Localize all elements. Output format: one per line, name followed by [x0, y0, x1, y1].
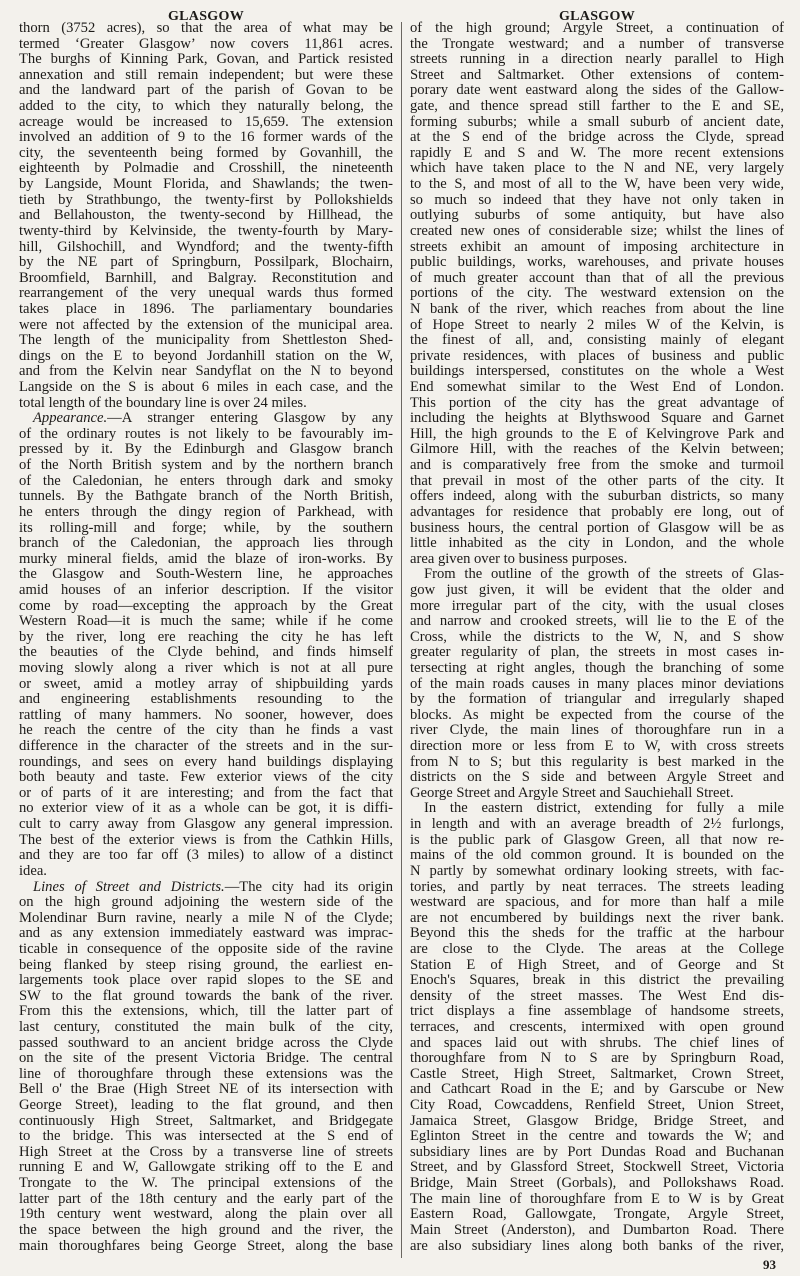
text-line: High Street at the Cross by a transverse line of streets [19, 1144, 393, 1160]
text-line: latter part of the 18th century and the early part of the [19, 1191, 393, 1207]
paragraph [19, 411, 393, 879]
text-line: moving slowly along a river which is not at all pure [19, 660, 393, 676]
text-line: on the site of the present Victoria Bridge. The central [19, 1051, 393, 1067]
text-line: he reach the centre of the city than he finds a vast [19, 723, 393, 739]
page-number: 93 [763, 1257, 776, 1272]
text-line: that prevail in most of the other parts of the city. It [410, 473, 784, 489]
text-line: twenty-third by Kelvinside, the twenty-fourth by Mary- [19, 223, 393, 239]
paragraph [19, 21, 393, 411]
text-line: Hill, the high grounds to the E of Kelvingrove Park and [410, 426, 784, 442]
text-line: to the S, and most of all to the W, have been very wide, [410, 177, 784, 193]
text-line: and spaces laid out with shrubs. The chief lines of [410, 1035, 784, 1051]
text-line: the Trongate westward; and a number of transverse [410, 36, 784, 52]
text-line: gate, and thence spread still farther to the E and SE, [410, 99, 784, 115]
text-line: city, the seventeenth being formed by Govanhill, the [19, 145, 393, 161]
text-line: density of the street masses. The West End dis- [410, 988, 784, 1004]
text-line: Eastern Road, Gallowgate, Trongate, Argyle Street, [410, 1207, 784, 1223]
text-line: Station E of High Street, and of George and St [410, 957, 784, 973]
text-line: direction more or less from E to W, with cross streets [410, 739, 784, 755]
text-line: takes place in 1896. The parliamentary boundaries [19, 301, 393, 317]
text-line: public buildings, works, warehouses, and private houses [410, 255, 784, 271]
column-right [410, 21, 784, 1254]
text-line: by Langside, Mount Florida, and Shawlands; the twen- [19, 177, 393, 193]
text-line: Enoch's Squares, break in this district the prevailing [410, 973, 784, 989]
text-line: 19th century went westward, along the plain over all [19, 1207, 393, 1223]
text-line: on the high ground adjoining the western side of the [19, 895, 393, 911]
text-line: from N to S; but this regularity is best marked in the [410, 754, 784, 770]
running-head-right: GLASGOW [558, 9, 635, 24]
text-line: business hours, the central portion of Glasgow will be as [410, 520, 784, 536]
text-line: in length and with an average breadth of 2½ furlongs, [410, 817, 784, 833]
text-line: of the Caledonian, he enters through dark and smoky [19, 473, 393, 489]
text-line: streets exhibit an amount of imposing architecture in [410, 239, 784, 255]
text-line: subsidiary lines are by Port Dundas Road and Buchanan [410, 1144, 784, 1160]
text-line: roundings, and sees on every hand buildings displaying [19, 754, 393, 770]
text-line: and from the Kelvin near Sandyflat on the N to beyond [19, 364, 393, 380]
text-line: idea. [19, 863, 47, 879]
text-line: of much greater account than that of all the previous [410, 270, 784, 286]
text-line: Eglinton Street in the centre and towards the W; and [410, 1129, 784, 1145]
text-line: City Road, Cowcaddens, Renfield Street, Union Street, [410, 1098, 784, 1114]
text-line: line of thoroughfare through these extensions was the [19, 1066, 393, 1082]
text-line: or of parts of it are interesting; and from the fact that [19, 785, 393, 801]
text-line: pressed by it. By the Edinburgh and Glasgow branch [19, 442, 393, 458]
text-line: come by road—excepting the approach by the Great [19, 598, 393, 614]
text-line: Beyond this the sheds for the traffic at the harbour [410, 926, 784, 942]
text-line: dings on the E to beyond Jordanhill station on the W, [19, 348, 393, 364]
text-line: The burghs of Kinning Park, Govan, and Partick resisted [19, 52, 393, 68]
text-line: Gilmore Hill, with the reaches of the Kelvin between; [410, 442, 784, 458]
text-line: the beauties of the Clyde behind, and finds himself [19, 645, 393, 661]
text-line: The length of the municipality from Shettleston Shed- [19, 333, 393, 349]
text-line: and Bellahouston, the twenty-second by Hillhead, the [19, 208, 393, 224]
text-line: thoroughfare from N to S are by Springburn Road, [410, 1051, 784, 1067]
text-line: westward are spacious, and for more than half a mile [410, 895, 784, 911]
paragraph [19, 880, 393, 1255]
text-line: termed ‘Greater Glasgow’ now covers 11,861 acres. [19, 36, 393, 52]
text-line: advantages for residence that probably ere long, out of [410, 504, 784, 520]
text-line: porary date went eastward along the sides of the Gallow- [410, 83, 784, 99]
text-line: Street and Saltmarket. Other extensions of contem- [410, 67, 784, 83]
text-line: being flanked by steep rising ground, the earliest en- [19, 957, 393, 973]
text-line: tersecting at right angles, though the branching of some [410, 660, 784, 676]
text-line: and Cathcart Road in the E; and by Garscube or New [410, 1082, 784, 1098]
text-line: no exterior view of it as a whole can be got, it is diffi- [19, 801, 393, 817]
text-line: by the NE part of Springburn, Possilpark, Blochairn, [19, 255, 393, 271]
text-line: Broomfield, Barnhill, and Balgray. Reconstitution and [19, 270, 393, 286]
text-line: rapidly E and S and W. The more recent extensions [410, 145, 784, 161]
text-line: of the ordinary routes is not likely to be favourably im- [19, 426, 393, 442]
text-line: greater regularity of plan, the streets in most cases in- [410, 645, 784, 661]
text-line: cult to carry away from Glasgow any general impression. [19, 817, 393, 833]
text-line: The best of the exterior views is from the Cathkin Hills, [19, 832, 393, 848]
text-line: and the landward part of the parish of Govan to be [19, 83, 393, 99]
text-line: From the outline of the growth of the streets of Glas- [424, 567, 784, 583]
text-line: the finest of all, and, consisting mainly of elegant [410, 333, 784, 349]
text-line: buildings interspersed, constitutes on the whole a West [410, 364, 784, 380]
paragraph [410, 21, 784, 567]
text-line: rattling of many hammers. No sooner, however, does [19, 707, 393, 723]
text-line: acreage would be increased to 15,659. The extension [19, 114, 393, 130]
text-line: by the river, long ere reaching the city he has left [19, 629, 393, 645]
text-line: The main line of thoroughfare from E to W is by Great [410, 1191, 784, 1207]
text-line: total length of the boundary line is over 24 miles. [19, 395, 307, 411]
text-line: George Street), leading to the flat ground, and then [19, 1098, 393, 1114]
text-line: running E and W, Gallowgate striking off to the E and [19, 1160, 393, 1176]
text-line: tunnels. By the Bathgate branch of the North British, [19, 489, 393, 505]
text-line: and narrow and crooked streets, will lie to the E of the [410, 614, 784, 630]
text-line: ticable in consequence of the opposite side of the ravine [19, 941, 393, 957]
text-line: both beauty and taste. Few exterior views of the city [19, 770, 393, 786]
text-line: of Hope Street to nearly 2 miles W of the Kelvin, is [410, 317, 784, 333]
text-line [19, 411, 393, 427]
text-line: This portion of the city has the great advantage of [410, 395, 784, 411]
text-line: forming suburbs; while a small suburb of ancient date, [410, 114, 784, 130]
text-line: added to the city, to which they naturally belong, the [19, 99, 393, 115]
text-line: Bell o' the Brae (High Street NE of its intersection with [19, 1082, 393, 1098]
text-line: Langside on the S is about 6 miles in each case, and the [19, 380, 393, 396]
paragraph [410, 567, 784, 801]
text-line: annexation and still remain independent; but were these [19, 67, 393, 83]
text-line: and engineering establishments resounding to the [19, 692, 393, 708]
text-line: trict displays a fine assemblage of handsome streets, [410, 1004, 784, 1020]
text-line: In the eastern district, extending for fully a mile [424, 801, 784, 817]
text-line: continuously High Street, Saltmarket, and Bridgegate [19, 1113, 393, 1129]
section-heading: Appearance. [33, 411, 108, 427]
text-line: were not affected by the extension of the municipal area. [19, 317, 393, 333]
text-line: Western Road—it is much the same; while if he come [19, 614, 393, 630]
text-line: and as any extension immediately eastward was imprac- [19, 926, 393, 942]
text-line: created new ones of considerable size; whilst the lines of [410, 223, 784, 239]
text-line: and is comparatively free from the smoke and turmoil [410, 458, 784, 474]
text-line: difference in the character of the streets and in the sur- [19, 739, 393, 755]
text-line: Castle Street, High Street, Saltmarket, Crown Street, [410, 1066, 784, 1082]
text-line: the Glasgow and South-Western line, he approaches [19, 567, 393, 583]
text-line: last century, constituted the main bulk of the city, [19, 1020, 393, 1035]
column-left [19, 21, 393, 1254]
text-line: tories, and partly by neat terraces. The streets leading [410, 879, 784, 895]
text-line: are close to the Clyde. The areas at the College [410, 941, 784, 957]
text-line: N partly by somewhat ordinary looking streets, with fac- [410, 863, 784, 879]
text-line: End somewhat similar to the West End of London. [410, 380, 784, 396]
text-line: which have taken place to the N and NE, very largely [410, 161, 784, 177]
column-divider [401, 22, 402, 1258]
text-line: Main Street (Anderston), and Dumbarton Road. There [410, 1222, 784, 1238]
text-line: hill, Gilshochill, and Wyndford; and the twenty-fifth [19, 239, 393, 255]
text-line: to the bridge. This was intersected at the S end of [19, 1129, 393, 1145]
text-line: Jamaica Street, Glasgow Bridge, Bridge Street, and [410, 1113, 784, 1129]
text-line: largements took place over rapid slopes to the SE and [19, 973, 393, 989]
text-line: outlying suburbs of some antiquity, but have also [410, 208, 784, 224]
text-line: tieth by Strathbungo, the twenty-first by Pollokshields [19, 192, 393, 208]
text-line: thorn (3752 acres), so that the area of what may be [19, 21, 393, 36]
text-line: river Clyde, the main lines of thoroughfare run in a [410, 723, 784, 739]
text-line: are also subsidiary lines along both banks of the river, [410, 1238, 784, 1254]
text-line: passed southward to an ancient bridge across the Clyde [19, 1035, 393, 1051]
text-line: From this the extensions, which, till the latter part of [19, 1004, 393, 1020]
text-line: main thoroughfares being George Street, along the base [19, 1238, 393, 1254]
text-line: portions of the city. The westward extension on the [410, 286, 784, 302]
text-line: districts on the S side and between Argyle Street and [410, 770, 784, 786]
text-line [19, 880, 393, 896]
text-line: little inhabited as the city in London, and the whole [410, 536, 784, 552]
text-line: of the main roads causes in many places minor deviations [410, 676, 784, 692]
text-line: mains of the old common ground. It is bounded on the [410, 848, 784, 864]
text-line: involved an addition of 9 to the 16 former wards of the [19, 130, 393, 146]
text-line: George Street and Argyle Street and Sauchiehall Street. [410, 785, 734, 801]
text-line: Trongate to the W. The principal extensions of the [19, 1176, 393, 1192]
running-head-left: GLASGOW [167, 9, 244, 24]
text-line: at the S end of the bridge across the Clyde, spread [410, 130, 784, 146]
paragraph [410, 801, 784, 1254]
text-line: branch of the Caledonian, the approach lies through [19, 536, 393, 552]
text-line-rest: —The city had its origin [224, 879, 393, 895]
text-line: is the public park of Glasgow Green, all that now re- [410, 832, 784, 848]
text-line: blocks. As might be expected from the course of the [410, 707, 784, 723]
text-line: streets running in a direction nearly parallel to High [410, 52, 784, 68]
section-heading: Lines of Street and Districts. [33, 879, 225, 895]
text-line: more irregular part of the city, with the usual closes [410, 598, 784, 614]
text-line: the space between the high ground and the river, the [19, 1222, 393, 1238]
text-line: terraces, and crescents, intermixed with open ground [410, 1020, 784, 1035]
text-line: of the North British system and by the northern branch [19, 458, 393, 474]
text-line: area given over to business purposes. [410, 551, 628, 567]
text-line: he enters through the dingy region of Parkhead, with [19, 504, 393, 520]
text-line: N bank of the river, which reaches from about the line [410, 301, 784, 317]
text-line: SW to the flat ground towards the bank of the river. [19, 988, 393, 1004]
text-line: Street, and by Glassford Street, Stockwell Street, Victoria [410, 1160, 784, 1176]
text-line: murky mineral fields, amid the blaze of iron-works. By [19, 551, 393, 567]
text-line: eighteenth by Polmadie and Crosshill, the nineteenth [19, 161, 393, 177]
text-line-rest: —A stranger entering Glasgow by any [107, 411, 393, 427]
text-line: amid houses of an inferior description. If the visitor [19, 582, 393, 598]
text-line: gow just given, it will be evident that the older and [410, 582, 784, 598]
text-line: its rolling-mill and forge; while, by the southern [19, 520, 393, 536]
text-line: including the heights at Blythswood Square and Garnet [410, 411, 784, 427]
text-line: private residences, with places of business and public [410, 348, 784, 364]
text-line: Molendinar Burn ravine, nearly a mile N of the Clyde; [19, 910, 393, 926]
text-line: or sweet, amid a motley array of shipbuilding yards [19, 676, 393, 692]
text-line: so much so indeed that they have not only taken in [410, 192, 784, 208]
text-line: of the high ground; Argyle Street, a continuation of [410, 21, 784, 36]
text-line: are not encumbered by buildings next the river bank. [410, 910, 784, 926]
text-line: offers indeed, along with the suburban districts, so many [410, 489, 784, 505]
text-line: Cross, while the districts to the W, N, and S show [410, 629, 784, 645]
text-line: by the formation of triangular and irregularly shaped [410, 692, 784, 708]
text-line: and they are too far off (3 miles) to allow of a distinct [19, 848, 393, 864]
text-line: Bridge, Main Street (Gorbals), and Pollokshaws Road. [410, 1176, 784, 1192]
text-line: rearrangement of the very unequal wards thus formed [19, 286, 393, 302]
